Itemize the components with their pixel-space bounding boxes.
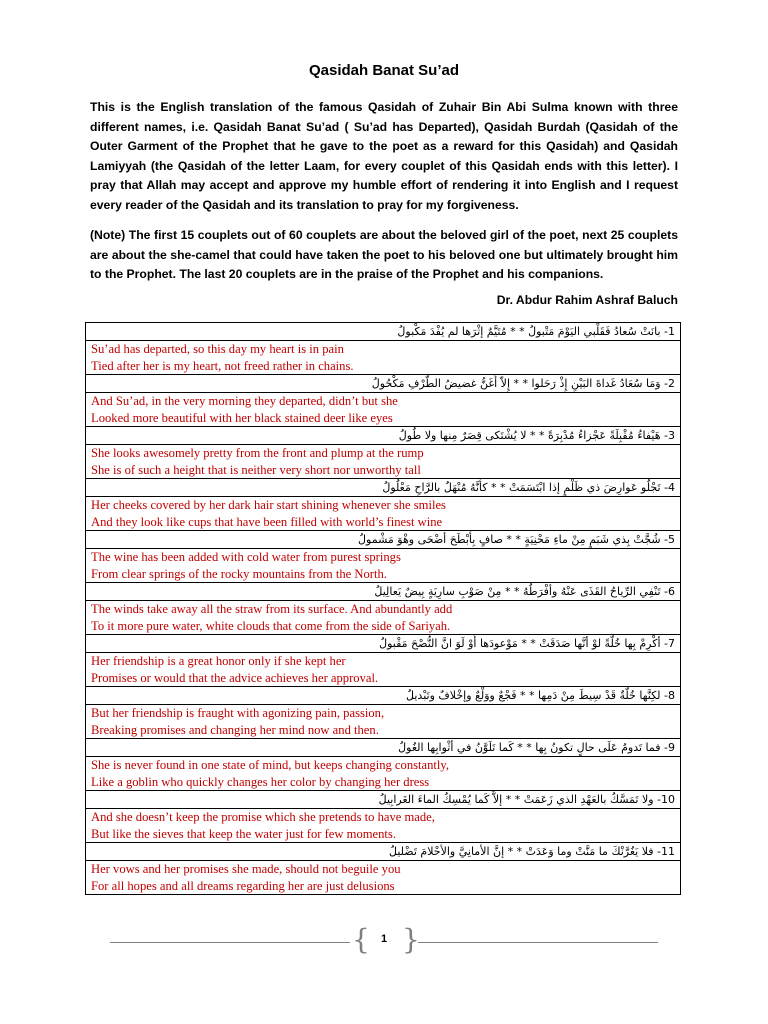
intro-paragraph: This is the English translation of the famous Qasidah of Zuhair Bin Abi Sulma known with three different names, i.e. Qasidah Banat Su’ad ( Su’ad has Departed), Qasidah Burdah (Qasidah of the Outer Garment of the Prophet that he gave to the poet as a reward for this Qasidah) and Qasidah Lamiyyah (the Qasidah of the letter Laam, for every couplet of this Qasidah ends with this letter). I pray that Allah may accept and approve my humble effort of rendering it into English and I request every reader of the Qasidah and its translation to pray for my forgiveness. — [90, 100, 678, 212]
arabic-verse: 8- لكِنَّها خُلَّةٌ قَدْ سِيطَ مِنْ دَمِها * * فَجْعٌ ووَلْعٌ وإخْلافٌ وتَبْديلُ — [86, 687, 681, 705]
translation-line: But like the sieves that keep the water just for few moments. — [91, 826, 396, 841]
translation-line: For all hopes and all dreams regarding her are just delusions — [91, 878, 395, 893]
translation-line: She looks awesomely pretty from the front and plump at the rump — [91, 446, 424, 460]
translation-line: But her friendship is fraught with agonizing pain, passion, — [91, 706, 385, 720]
couplet-arabic-row — [86, 323, 681, 341]
footer-rule-right — [418, 942, 658, 943]
translation-line: Su’ad has departed, so this day my heart is in pain — [91, 342, 344, 356]
couplets-table — [85, 322, 681, 895]
author-signature: Dr. Abdur Rahim Ashraf Baluch — [496, 293, 678, 307]
couplet-english-row — [86, 341, 681, 375]
translation-line: From clear springs of the rocky mountains from the North. — [91, 566, 387, 581]
couplet-english-row — [86, 549, 681, 583]
couplet-english-row — [86, 445, 681, 479]
footer-rule-left — [110, 942, 350, 943]
footer-brace-right: } — [402, 923, 420, 956]
note-paragraph: (Note) The first 15 couplets out of 60 couplets are about the beloved girl of the poet, next 25 couplets are about the she-camel that could have taken the poet to his beloved one but ultimately brought him to the Prophet. The last 20 couplets are in the praise of the Prophet and his companions. — [90, 228, 678, 282]
arabic-verse: 7- أكْرِمْ بِها خُلَّةً لوْ أنَّها صَدَقَتْ * * مَوْعودَها أَوْ لَوَ انَّ النُّصْحَ مَقْبولُ — [86, 635, 681, 653]
couplet-arabic-row — [86, 739, 681, 757]
english-translation — [86, 393, 681, 427]
footer-brace-left: { — [352, 923, 370, 956]
couplet-english-row — [86, 653, 681, 687]
couplet-english-row — [86, 705, 681, 739]
couplet-arabic-row — [86, 843, 681, 861]
translation-line: Her vows and her promises she made, should not beguile you — [91, 862, 401, 876]
couplet-arabic-row — [86, 687, 681, 705]
arabic-verse: 5- شُجَّتْ بِذي شَبَمٍ مِنْ ماءِ مَحْنِيَةٍ * * صافٍ بِأَبْطَحَ أضْحَى وهْوَ مَشْمولُ — [86, 531, 681, 549]
translation-line: She is of such a height that is neither very short nor unworthy tall — [91, 462, 421, 477]
english-translation — [86, 861, 681, 895]
couplet-english-row — [86, 393, 681, 427]
english-translation — [86, 809, 681, 843]
english-translation — [86, 341, 681, 375]
arabic-verse: 10- ولا تَمَسَّكُ بالعَهْدِ الذي زَعَمَتْ * * إلاَّ كَما يُمْسِكُ الماءَ الغَرابِيلُ — [86, 791, 681, 809]
translation-line: And they look like cups that have been filled with world’s finest wine — [91, 514, 443, 529]
translation-line: She is never found in one state of mind, but keeps changing constantly, — [91, 758, 450, 772]
arabic-verse: 3- هَيْفاءُ مُقْبِلَةً عَجْزاءُ مُدْبِرَةً * * لا يُشْتَكى قِصَرٌ مِنها ولا طُولُ — [86, 427, 681, 445]
english-translation — [86, 757, 681, 791]
arabic-verse: 2- وَمَا سُعَادُ غَداةَ البَيْنِ إِذْ رَحَلوا * * إِلاّ أَغَنُّ غضيضُ الطَّرْفِ مَكْحُولُ — [86, 375, 681, 393]
translation-line: Her friendship is a great honor only if she kept her — [91, 654, 346, 668]
couplet-arabic-row — [86, 583, 681, 601]
couplet-arabic-row — [86, 427, 681, 445]
english-translation — [86, 549, 681, 583]
translation-line: Like a goblin who quickly changes her color by changing her dress — [91, 774, 430, 789]
arabic-verse: 1- بانَتْ سُعادُ فَقَلْبي اليَوْمَ مَتْبولُ * * مُتَيَّمٌ إثْرَها لم يُفْدَ مَكْبولُ — [86, 323, 681, 341]
english-translation — [86, 705, 681, 739]
couplet-english-row — [86, 757, 681, 791]
translation-line: Her cheeks covered by her dark hair start shining whenever she smiles — [91, 498, 446, 512]
translation-line: The winds take away all the straw from its surface. And abundantly add — [91, 602, 453, 616]
english-translation — [86, 445, 681, 479]
page-title: Qasidah Banat Su’ad — [308, 62, 460, 79]
couplet-arabic-row — [86, 791, 681, 809]
arabic-verse: 11- فلا يَغُرَّنْكَ ما مَنَّتْ وما وَعَدَتْ * * إنَّ الأمانِيَّ والأحْلامَ تَضْليلُ — [86, 843, 681, 861]
english-translation — [86, 601, 681, 635]
couplet-english-row — [86, 809, 681, 843]
english-translation — [86, 497, 681, 531]
translation-line: And Su’ad, in the very morning they departed, didn’t but she — [91, 394, 398, 408]
arabic-verse: 9- فما تَدومُ عَلَى حالٍ تكونُ بِها * * كَما تَلَوَّنُ في أثْوابِها الغُولُ — [86, 739, 681, 757]
couplet-english-row — [86, 601, 681, 635]
english-translation — [86, 653, 681, 687]
translation-line: Promises or would that the advice achieves her approval. — [91, 670, 379, 685]
translation-line: Looked more beautiful with her black stained deer like eyes — [91, 410, 393, 425]
translation-line: The wine has been added with cold water from purest springs — [91, 550, 401, 564]
translation-line: To it more pure water, white clouds that come from the side of Sariyah. — [91, 618, 451, 633]
translation-line: Breaking promises and changing her mind now and then. — [91, 722, 379, 737]
couplet-english-row — [86, 497, 681, 531]
arabic-verse: 6- تَنْفِي الرِّياحُ القَذَى عَنْهُ وأفْرَطُهُ * * مِنْ صَوْبِ سارِيَةٍ بِيضٌ يَعالِيلُ — [86, 583, 681, 601]
translation-line: Tied after her is my heart, not freed rather in chains. — [91, 358, 354, 373]
page-footer — [0, 925, 768, 955]
couplet-arabic-row — [86, 375, 681, 393]
arabic-verse: 4- تَجْلُو عَوارِضَ ذي ظَلْمٍ إذا ابْتَسَمَتْ * * كأنَّهُ مُنْهَلٌ بالرَّاحِ مَعْلُولُ — [86, 479, 681, 497]
couplet-arabic-row — [86, 531, 681, 549]
couplet-english-row — [86, 861, 681, 895]
couplet-arabic-row — [86, 635, 681, 653]
page-number: 1 — [380, 933, 388, 945]
translation-line: And she doesn’t keep the promise which she pretends to have made, — [91, 810, 435, 824]
couplet-arabic-row — [86, 479, 681, 497]
